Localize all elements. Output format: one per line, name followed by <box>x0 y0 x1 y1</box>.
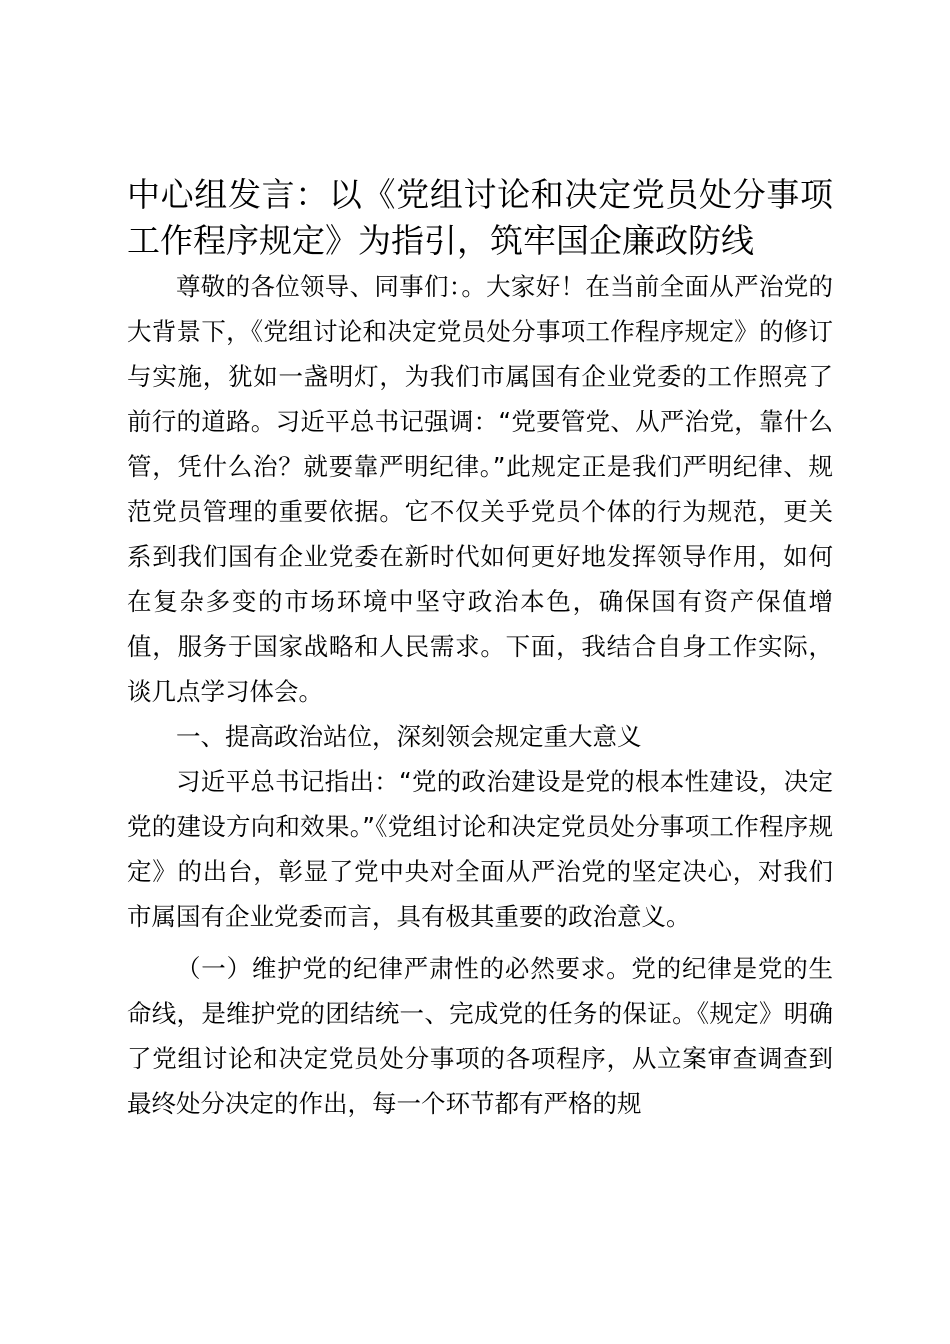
document-title: 中心组发言：以《党组讨论和决定党员处分事项工作程序规定》为指引，筑牢国企廉政防线 <box>127 175 833 260</box>
section-1-paragraph: 习近平总书记指出：“党的政治建设是党的根本性建设，决定党的建设方向和效果。”《党组讨论和决定党员处分事项工作程序规定》的出台，彰显了党中央对全面从严治党的坚定决心，对我们市属国有企业党委而言，具有极其重要的政治意义。 <box>127 767 833 931</box>
document-body <box>127 172 833 1126</box>
subsection-1-paragraph: （一）维护党的纪律严肃性的必然要求。党的纪律是党的生命线，是维护党的团结统一、完成党的任务的保证。《规定》明确了党组讨论和决定党员处分事项的各项程序，从立案审查调查到最终处分决定的作出，每一个环节都有严格的规 <box>127 954 833 1118</box>
opening-paragraph: 尊敬的各位领导、同事们：。大家好！在当前全面从严治党的大背景下，《党组讨论和决定党员处分事项工作程序规定》的修订与实施，犹如一盏明灯，为我们市属国有企业党委的工作照亮了前行的道路。习近平总书记强调：“党要管党、从严治党，靠什么管，凭什么治？就要靠严明纪律。”此规定正是我们严明纪律、规范党员管理的重要依据。它不仅关乎党员个体的行为规范，更关系到我们国有企业党委在新时代如何更好地发挥领导作用，如何在复杂多变的市场环境中坚守政治本色，确保国有资产保值增值，服务于国家战略和人民需求。下面，我结合自身工作实际，谈几点学习体会。 <box>127 272 833 706</box>
section-heading-1: 一、提高政治站位，深刻领会规定重大意义 <box>176 722 642 751</box>
